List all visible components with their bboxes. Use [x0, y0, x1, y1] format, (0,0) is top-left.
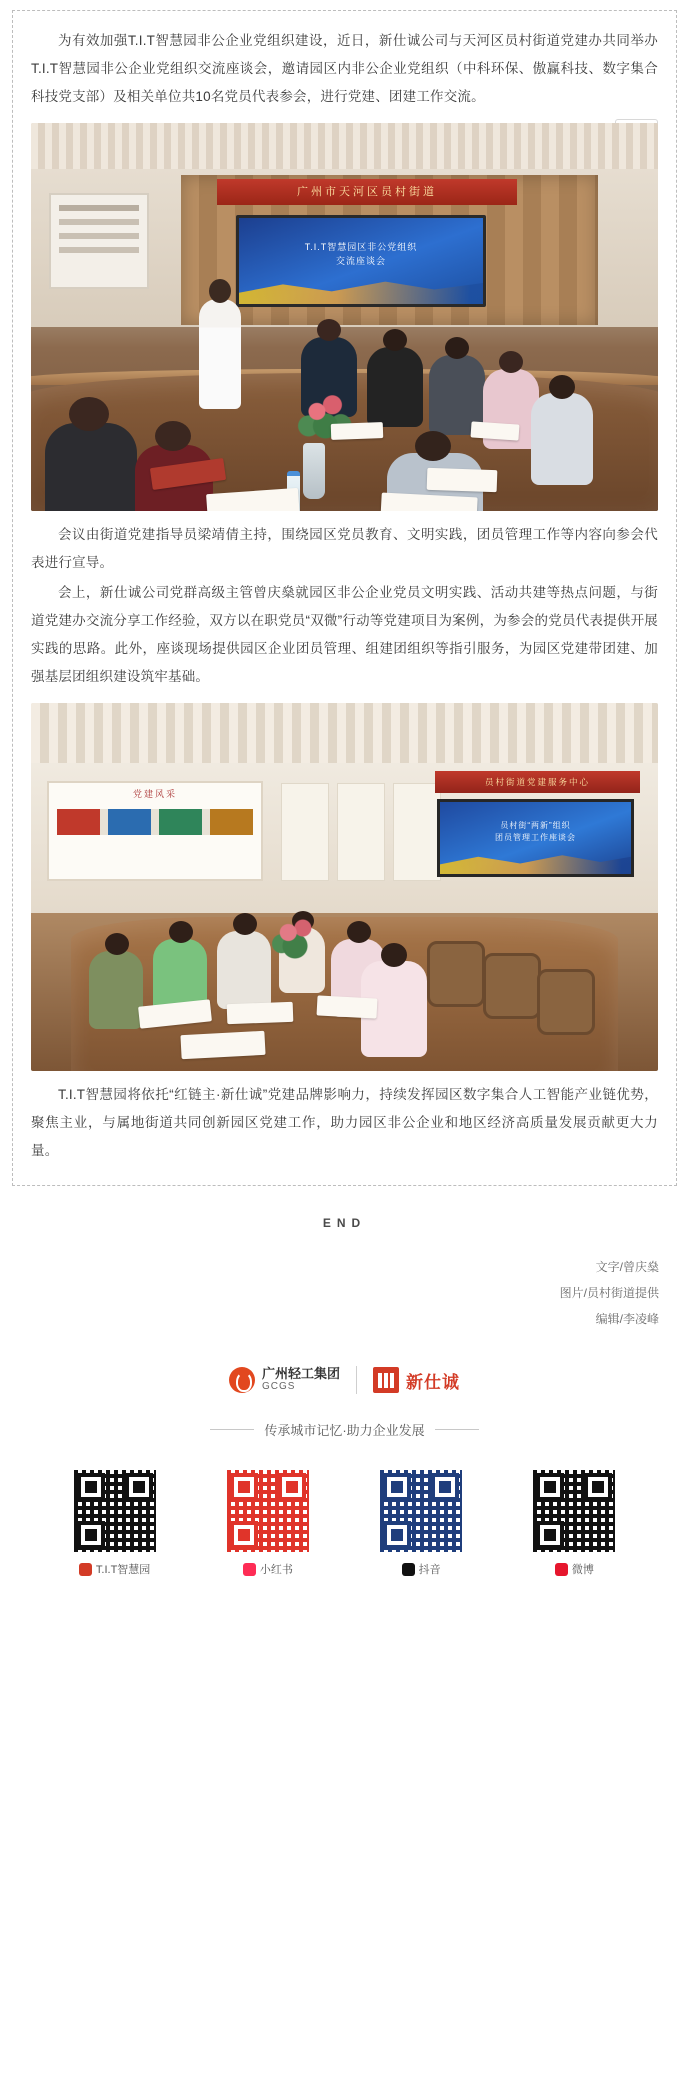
empty-chair — [537, 969, 595, 1035]
qr-code-douyin[interactable] — [379, 1469, 463, 1553]
photo-2-projector-screen — [437, 799, 634, 877]
qr-eye — [431, 1473, 459, 1501]
qr-item-douyin[interactable] — [375, 1469, 467, 1577]
attendee — [217, 931, 271, 1009]
qr-code-row — [12, 1469, 677, 1595]
qr-eye — [278, 1473, 306, 1501]
douyin-icon — [402, 1563, 415, 1576]
xinshicheng-logo-text: 新仕诚 — [406, 1372, 460, 1392]
qr-eye — [77, 1521, 105, 1549]
qr-label-xiaohongshu — [222, 1561, 314, 1577]
gcgs-logo-cn: 广州轻工集团 — [261, 1366, 340, 1381]
credit-line: 图片/员村街道提供 — [559, 1286, 659, 1300]
gcgs-logo-en: GCGS — [261, 1381, 296, 1392]
qr-label-text: 小红书 — [259, 1564, 293, 1576]
photo-1-canvas — [31, 123, 658, 511]
attendee — [89, 951, 143, 1029]
qr-label-weibo — [528, 1561, 620, 1577]
qr-label-douyin — [375, 1561, 467, 1577]
document — [471, 421, 520, 440]
qr-eye — [536, 1473, 564, 1501]
wall-panel — [393, 783, 441, 881]
paragraph-3: 会上，新仕诚公司党群高级主管曾庆燊就园区非公企业党员文明实践、活动共建等热点问题，与街道党建办交流分享工作经验，双方以在职党员“双微”行动等党建项目为案例，为参会的党员代表提供开展实践的思路。此外，座谈现场提供园区企业团员管理、组建团组织等指引服务，为园区党建带团建、加强基层团组织建设筑牢基础。 — [31, 585, 658, 684]
empty-chair — [427, 941, 485, 1007]
flower-arrangement — [289, 385, 359, 451]
qr-eye — [536, 1521, 564, 1549]
wall-panel — [337, 783, 385, 881]
document — [427, 468, 498, 492]
attendee — [367, 347, 423, 427]
logo-row — [12, 1366, 677, 1394]
screen-line-2: 交流座谈会 — [335, 256, 386, 266]
paragraph-1: 为有效加强T.I.T智慧园非公企业党组织建设，近日，新仕诚公司与天河区员村街道党建办共同举办T.I.T智慧园非公企业党组织交流座谈会，邀请园区内非公企业党组织（中科环保、傲赢科技、数字集合科技党支部）及相关单位共10名党员代表参会，进行党建、团建工作交流。 — [31, 33, 658, 104]
photo-1-wall-banner: 广州市天河区员村街道 — [217, 179, 517, 205]
gcgs-logo-icon — [229, 1367, 255, 1393]
ceiling — [31, 703, 658, 763]
credit-line: 编辑/李凌峰 — [595, 1312, 659, 1326]
photo-2-wall-banner: 员村街道党建服务中心 — [435, 771, 640, 793]
empty-chair — [483, 953, 541, 1019]
exhibit-title: 党建风采 — [132, 789, 177, 799]
qr-item-weibo[interactable] — [528, 1469, 620, 1577]
document — [227, 1002, 294, 1024]
screen-line-1: 员村街“两新”组织 — [500, 821, 571, 830]
qr-label-text: 抖音 — [418, 1564, 441, 1576]
credits — [12, 1254, 677, 1332]
document — [317, 995, 378, 1018]
qr-eye — [230, 1521, 258, 1549]
qr-eye — [77, 1473, 105, 1501]
standing-presenter — [199, 299, 241, 409]
xinshicheng-logo-icon — [373, 1367, 399, 1393]
slogan-rule-right — [435, 1429, 479, 1430]
qr-label-text: 微博 — [571, 1564, 594, 1576]
slogan-rule-left — [210, 1429, 254, 1430]
qr-code-tit[interactable] — [73, 1469, 157, 1553]
attendee — [531, 393, 593, 485]
weibo-icon — [555, 1563, 568, 1576]
photo-2-canvas — [31, 703, 658, 1071]
qr-code-weibo[interactable] — [532, 1469, 616, 1553]
qr-eye — [230, 1473, 258, 1501]
xinshicheng-logo — [373, 1367, 460, 1393]
slogan — [12, 1420, 677, 1439]
document — [331, 422, 384, 440]
end-mark: END — [322, 1216, 367, 1230]
attendee — [45, 423, 137, 511]
document — [180, 1031, 265, 1059]
qr-code-xiaohongshu[interactable] — [226, 1469, 310, 1553]
paragraph-2: 会议由街道党建指导员梁靖倩主持，围绕园区党员教育、文明实践，团员管理工作等内容向参会代表进行宣导。 — [31, 527, 658, 570]
paragraph-4: T.I.T智慧园将依托“红链主·新仕诚”党建品牌影响力，持续发挥园区数字集合人工智能产业链优势，聚焦主业，与属地街道共同创新园区党建工作，助力园区非公企业和地区经济高质量发展贡献更大力量。 — [31, 1087, 658, 1158]
screen-line-2: 团员管理工作座谈会 — [495, 833, 576, 842]
flower-arrangement — [267, 909, 323, 965]
qr-eye — [584, 1473, 612, 1501]
article-body — [12, 10, 677, 1186]
slogan-text: 传承城市记忆·助力企业发展 — [264, 1423, 425, 1438]
qr-eye — [383, 1473, 411, 1501]
photo-meeting-1 — [31, 123, 658, 511]
ceiling — [31, 123, 658, 171]
qr-eye — [125, 1473, 153, 1501]
photo-meeting-2 — [31, 703, 658, 1071]
qr-item-xiaohongshu[interactable] — [222, 1469, 314, 1577]
photo-1-projector-screen — [236, 215, 486, 307]
screen-graphic — [440, 850, 631, 874]
qr-label-tit — [69, 1561, 161, 1577]
credit-line: 文字/曾庆燊 — [595, 1260, 659, 1274]
qr-label-text: T.I.T智慧园 — [95, 1564, 151, 1576]
vase — [303, 443, 325, 499]
qr-eye — [383, 1521, 411, 1549]
exhibition-board — [47, 781, 263, 881]
gcgs-logo — [229, 1367, 340, 1393]
screen-graphic — [239, 276, 483, 304]
wall-poster — [49, 193, 149, 289]
logo-divider — [356, 1366, 357, 1394]
wall-panel — [281, 783, 329, 881]
qr-item-tit[interactable] — [69, 1469, 161, 1577]
tit-badge-icon — [79, 1563, 92, 1576]
xiaohongshu-icon — [243, 1563, 256, 1576]
screen-line-1: T.I.T智慧园区非公党组织 — [304, 242, 418, 252]
